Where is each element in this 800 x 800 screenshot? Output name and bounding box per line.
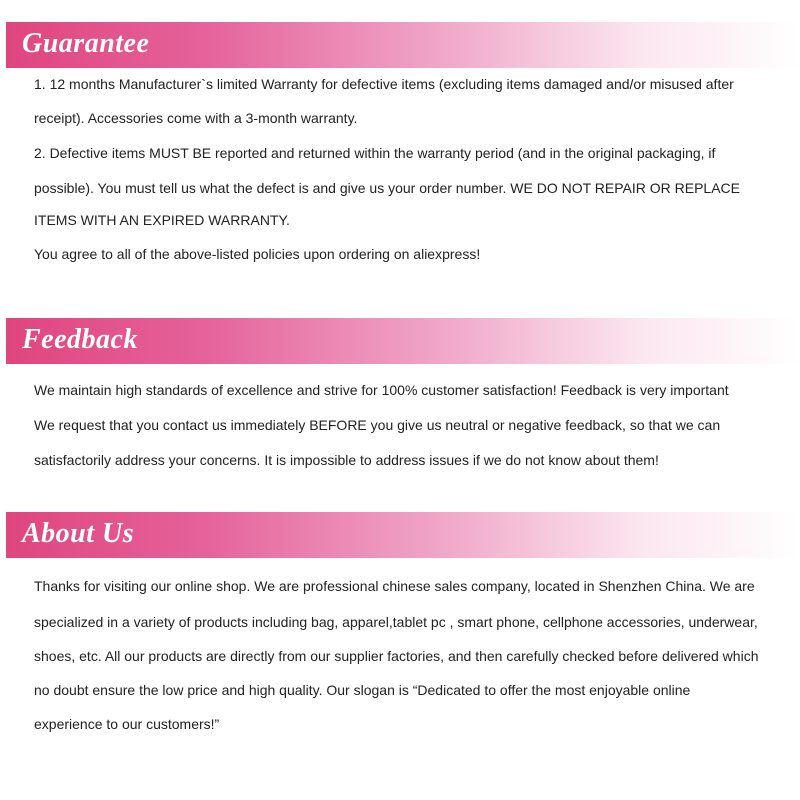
- guarantee-line-2: receipt). Accessories come with a 3-month warranty.: [34, 110, 358, 126]
- guarantee-title: Guarantee: [22, 28, 150, 59]
- feedback-line-2: We request that you contact us immediately BEFORE you give us neutral or negative feedback, so that we can: [34, 417, 721, 433]
- guarantee-banner: [6, 22, 800, 68]
- guarantee-line-5: ITEMS WITH AN EXPIRED WARRANTY.: [34, 212, 290, 228]
- about-line-2: specialized in a variety of products including bag, apparel,tablet pc , smart phone, cellphone accessories, underwear,: [34, 614, 758, 630]
- about-banner: [6, 512, 800, 558]
- guarantee-line-4: possible). You must tell us what the defect is and give us your order number. WE DO NOT REPAIR OR REPLACE: [34, 180, 741, 196]
- feedback-banner: [6, 318, 800, 364]
- feedback-line-3: satisfactorily address your concerns. It is impossible to address issues if we do not know about them!: [34, 452, 659, 468]
- feedback-title: Feedback: [22, 324, 138, 355]
- guarantee-line-1: 1. 12 months Manufacturer`s limited Warranty for defective items (excluding items damaged and/or misused after: [34, 76, 734, 92]
- about-line-5: experience to our customers!”: [34, 716, 220, 732]
- about-line-4: no doubt ensure the low price and high quality. Our slogan is “Dedicated to offer the most enjoyable online: [34, 682, 691, 698]
- about-title: About Us: [22, 518, 135, 549]
- guarantee-line-6: You agree to all of the above-listed policies upon ordering on aliexpress!: [34, 246, 481, 262]
- feedback-line-1: We maintain high standards of excellence and strive for 100% customer satisfaction! Feedback is very important: [34, 382, 729, 398]
- about-line-1: Thanks for visiting our online shop. We are professional chinese sales company, located in Shenzhen China. We are: [34, 578, 755, 594]
- guarantee-line-3: 2. Defective items MUST BE reported and returned within the warranty period (and in the original packaging, if: [34, 145, 716, 161]
- about-line-3: shoes, etc. All our products are directly from our supplier factories, and then carefully checked before delivered which: [34, 648, 759, 664]
